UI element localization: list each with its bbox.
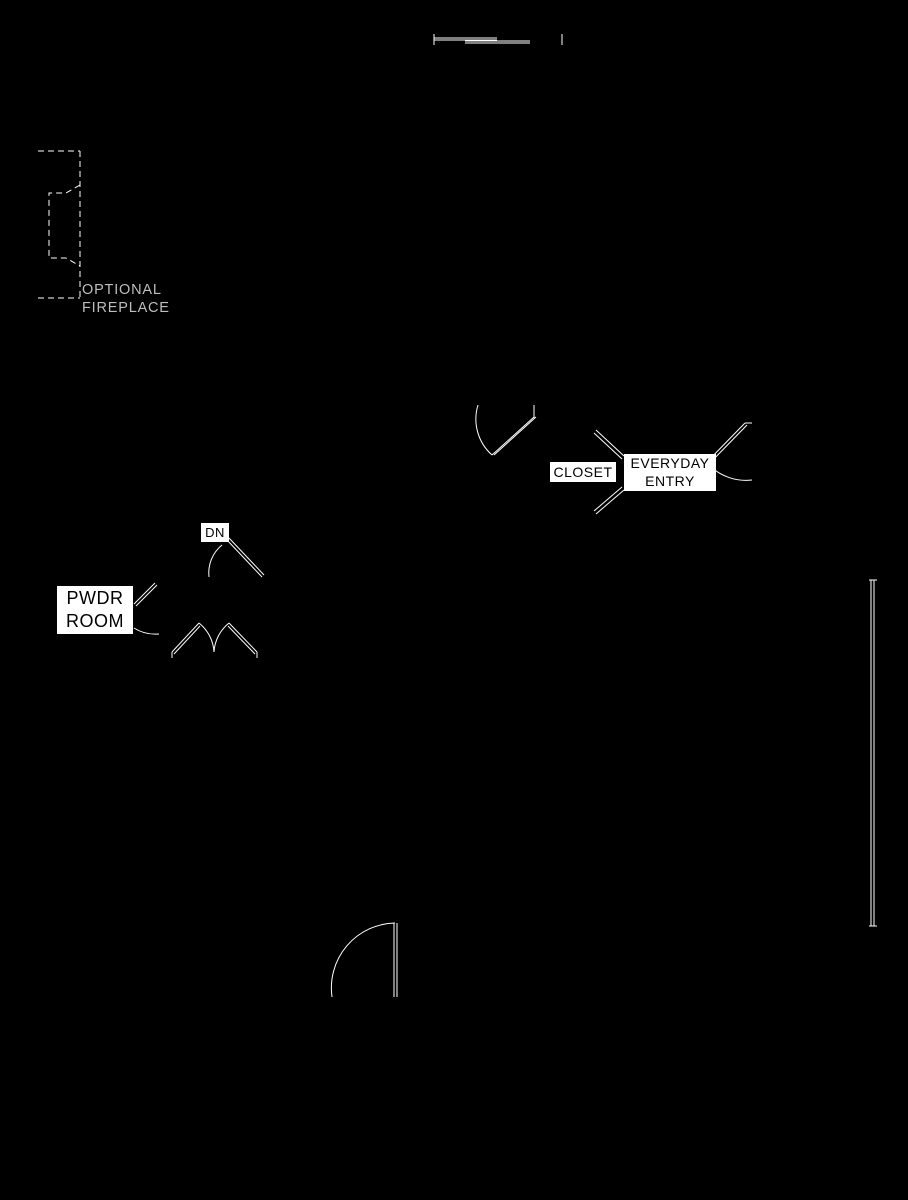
optional-fireplace-label: OPTIONAL FIREPLACE (82, 282, 170, 316)
double-door-swing (172, 623, 257, 658)
door-swing-kitchen (476, 405, 536, 455)
top-window (434, 34, 562, 45)
door-swing-stairs (209, 538, 264, 577)
pwdr-room-label: PWDR ROOM (57, 586, 133, 634)
optional-fireplace-outline (38, 151, 80, 298)
everyday-entry-label: EVERYDAY ENTRY (624, 454, 716, 491)
door-swing-front (331, 923, 397, 997)
right-window (869, 580, 877, 926)
dn-label: DN (201, 523, 229, 542)
closet-label: CLOSET (550, 462, 616, 482)
door-swing-powder-room (134, 583, 159, 634)
